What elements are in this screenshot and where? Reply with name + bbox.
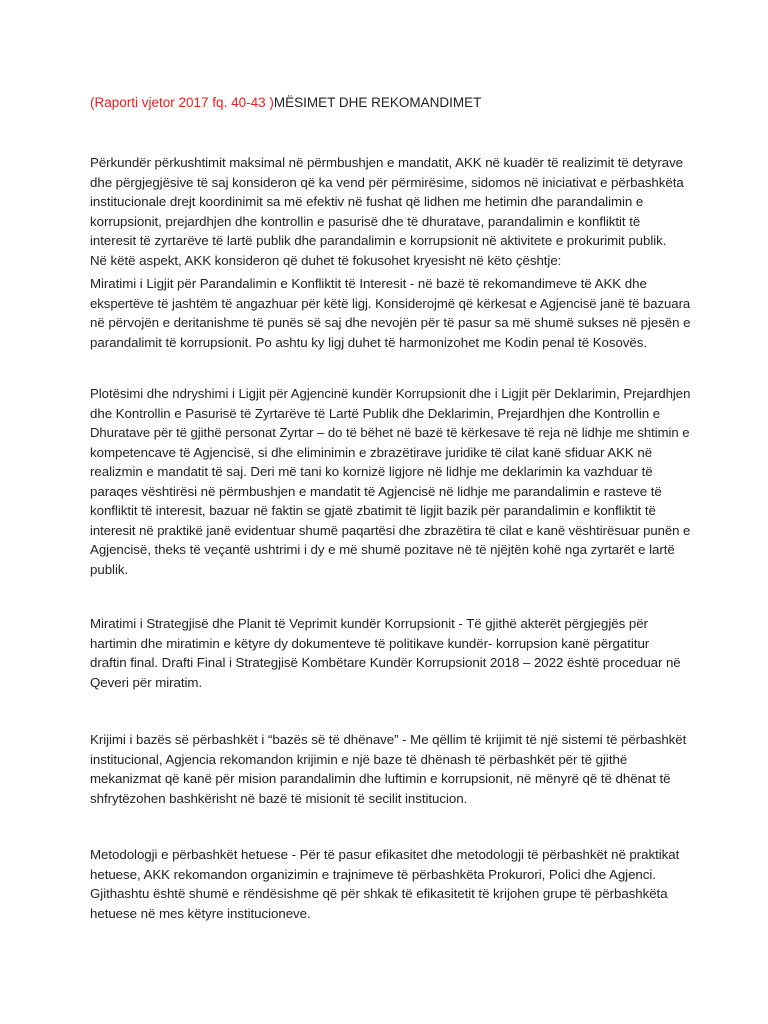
text-line: institucional, Agjencia rekomandon krijimin e një baze të dhënash të përbashkët për të gjithë — [90, 751, 628, 767]
text-line: Krijimi i bazës së përbashkët i “bazës së të dhënave” - Me qëllim të krijimit të një sistemi të përbashkët — [90, 732, 687, 747]
text-line: shfrytëzohen bashkërisht në bazë të misionit të secilit institucion. — [90, 790, 468, 806]
text-line: Plotësimi dhe ndryshimi i Ligjit për Agjencinë kundër Korrupsionit dhe i Ligjit për Deklarimin, Prejardhjen — [90, 386, 691, 401]
text-line: Përkundër përkushtimit maksimal në përmbushjen e mandatit, AKK në kuadër të realizimit të detyrave — [90, 155, 684, 170]
text-line: draftin final. Drafti Final i Strategjisë Kombëtare Kundër Korrupsionit 2018 – 2022 është proceduar në — [90, 655, 681, 670]
heading-title: MËSIMET DHE REKOMANDIMET — [273, 95, 482, 110]
text-line: hetuese, AKK rekomandon organizimin e trajnimeve të përbashkëta Prokurori, Polici dhe Agjenci. — [90, 866, 656, 882]
text-line: Miratimi i Ligjit për Parandalimin e Konfliktit të Interesit - në bazë të rekomandimeve të AKK dhe — [90, 276, 647, 291]
text-line: publik. — [90, 561, 129, 577]
text-line: Dhuratave për të gjithë personat Zyrtar – do të bëhet në bazë të kërkesave të reja në lidhje me shtimin e — [90, 425, 690, 440]
text-line: Miratimi i Strategjisë dhe Planit të Veprimit kundër Korrupsionit - Të gjithë akterët përgjegjës për — [90, 616, 648, 631]
text-line: Agjencisë, theks të veçantë ushtrimi i dy e më shumë pozitave në të njëjtën kohë nga zyrtarët e lartë — [90, 542, 675, 557]
text-line: interesit të zyrtarëve të lartë publik dhe parandalimin e korrupsionit në aktivitete e prokurimit publik. — [90, 233, 667, 248]
paragraph-strategy-adoption — [90, 614, 690, 692]
text-line: në përvojën e deritanishme të punës së saj dhe nevojën për të pasur sa më shumë sukses në pjesën e — [90, 315, 691, 330]
text-line: Metodologji e përbashkët hetuese - Për të pasur efikasitet dhe metodologji të përbashkët në praktikat — [90, 847, 680, 862]
section-heading — [90, 93, 481, 112]
text-line: interesit në praktikë janë evidentuar shumë paqartësi dhe zbrazëtira të cilat e kanë vështirësuar punën e — [90, 522, 691, 538]
paragraph-agency-law-amendment — [90, 384, 690, 579]
report-reference: (Raporti vjetor 2017 fq. 40-43 ) — [90, 95, 274, 110]
text-line: hetuese në mes këtyre institucioneve. — [90, 905, 311, 921]
text-line: konfliktit të interesit, bazuar në faktin se gjatë zbatimit të ligjit bazik për parandalimin e konfliktit të — [90, 503, 656, 518]
text-line: kompetencave të Agjencisë, si dhe eliminimin e zbrazëtirave juridike të cilat kanë sfiduar AKK në — [90, 444, 653, 460]
text-line: Në këtë aspekt, AKK konsideron që duhet të fokusohet kryesisht në këto çështje: — [90, 252, 562, 268]
paragraph-investigation-methodology — [90, 845, 690, 923]
text-line: parandalimit të korrupsionit. Po ashtu ky ligj duhet të harmonizohet me Kodin penal të Kosovës. — [90, 334, 647, 350]
text-line: korrupsionit, prejardhjen dhe kontrollin e pasurisë dhe të dhuratave, parandalimin e konfliktit të — [90, 213, 641, 229]
text-line: Gjithashtu është shumë e rëndësishme që për shkak të efikasitetit të krijohen grupe të përbashkëta — [90, 886, 668, 901]
text-line: realizmin e mandatit të saj. Deri më tani ko kornizë ligjore në lidhje me deklarimin ka vazhduar të — [90, 464, 653, 479]
paragraph-conflict-of-interest-law — [90, 274, 690, 352]
text-line: ekspertëve të jashtëm të angazhuar për këtë ligj. Konsiderojmë që kërkesat e Agjencisë janë të bazuara — [90, 295, 691, 311]
paragraph-shared-database — [90, 730, 690, 808]
text-line: dhe Kontrollin e Pasurisë të Zyrtarëve të Lartë Publik dhe Deklarimin, Prejardhjen dhe Kontrollin e — [90, 405, 661, 421]
paragraph-intro — [90, 153, 690, 270]
text-line: mekanizmat që kanë për mision parandalimin dhe luftimin e korrupsionit, në mënyrë që të dhënat të — [90, 771, 671, 786]
text-line: institucionale drejt koordinimit sa më efektiv në fushat që lidhen me hetimin dhe parandalimin e — [90, 194, 644, 209]
text-line: paraqes vështirësi në përmbushjen e mandatit të Agjencisë në lidhje me parandalimin e rasteve të — [90, 483, 662, 499]
text-line: Qeveri për miratim. — [90, 674, 203, 690]
text-line: hartimin dhe miratimin e këtyre dy dokumenteve të politikave kundër- korrupsion kanë përgatitur — [90, 635, 650, 651]
text-line: dhe përgjegjësive të saj konsideron që ka vend për përmirësime, sidomos në iniciativat e përbashkëta — [90, 174, 684, 190]
